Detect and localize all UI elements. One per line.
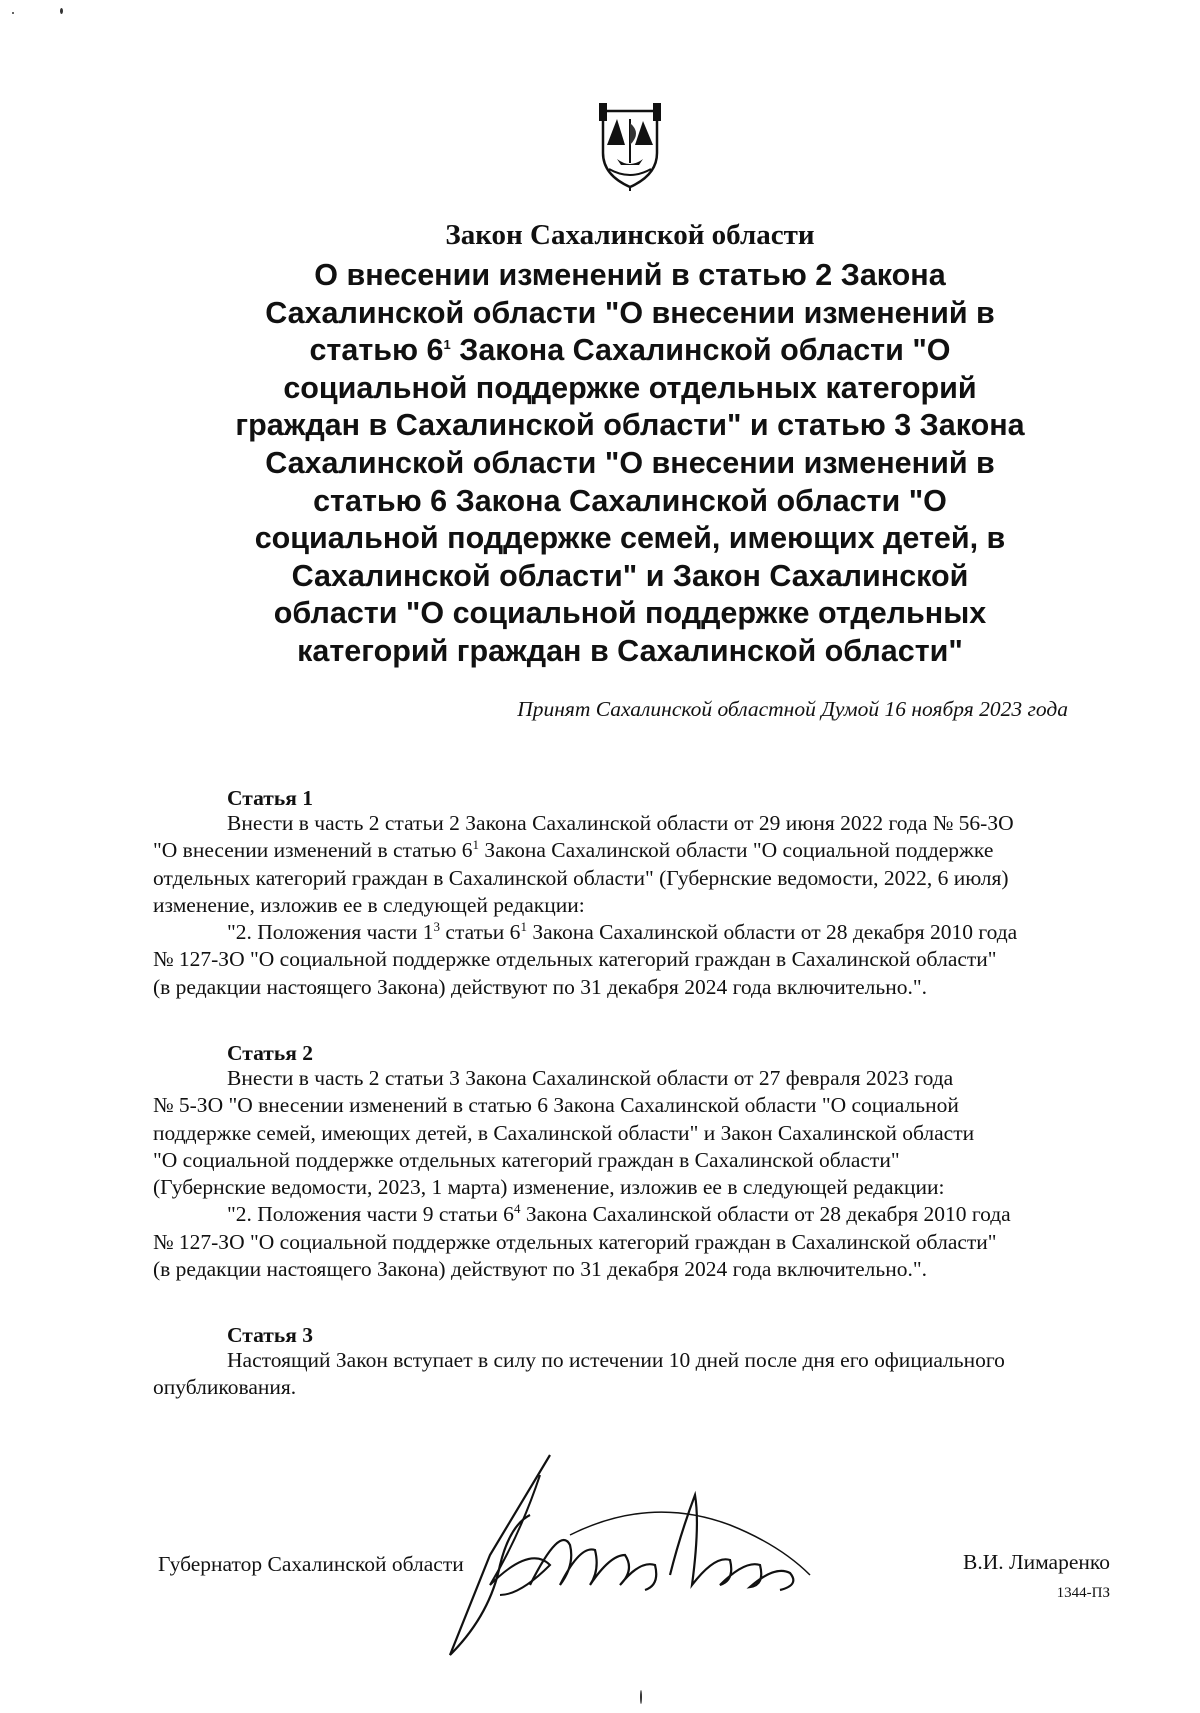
superscript: 3 — [433, 919, 441, 935]
article-1-heading: Статья 1 — [227, 786, 313, 810]
title-line: социальной поддержке отдельных категорий — [283, 370, 977, 405]
text-line: № 127-ЗО "О социальной поддержке отдельных категорий граждан в Сахалинской области" — [153, 1229, 997, 1254]
signer-role: Губернатор Сахалинской области — [158, 1552, 464, 1576]
text-line: Настоящий Закон вступает в силу по истечении 10 дней после дня его официального — [227, 1348, 1005, 1372]
article-2-text — [153, 1065, 1128, 1283]
article-1-text — [153, 810, 1128, 1001]
text-line: опубликования. — [153, 1375, 297, 1400]
superscript: 4 — [513, 1201, 521, 1217]
scan-speck — [12, 12, 14, 14]
title-line: области "О социальной поддержке отдельных — [273, 596, 987, 631]
text-line: поддержке семей, имеющих детей, в Сахалинской области" и Закон Сахалинской области — [153, 1120, 975, 1145]
coat-of-arms-emblem — [597, 101, 663, 191]
title-line: граждан в Сахалинской области" и статью 3 Закона — [235, 408, 1025, 443]
text-line: Внести в часть 2 статьи 2 Закона Сахалинской области от 29 июня 2022 года № 56-ЗО — [227, 811, 1014, 835]
title-line: Сахалинской области "О внесении изменений в — [265, 445, 995, 480]
title-line: социальной поддержке семей, имеющих детей, в — [254, 521, 1006, 556]
scan-speck — [640, 1690, 642, 1704]
title-line: О внесении изменений в статью 2 Закона — [314, 258, 946, 292]
article-2-heading: Статья 2 — [227, 1041, 313, 1065]
document-number: 1344-ПЗ — [1056, 1585, 1110, 1601]
text-line: № 5-ЗО "О внесении изменений в статью 6 Закона Сахалинской области "О социальной — [153, 1093, 959, 1118]
title-line: статью $6^1$ Закона Сахалинской области "О — [309, 333, 951, 368]
superscript: 1 — [443, 337, 451, 353]
text-line: "О внесении изменений в статью $6^1$ Закона Сахалинской области "О социальной поддержке — [153, 837, 994, 863]
title-line: Сахалинской области "О внесении изменений в — [265, 295, 995, 330]
text-line: (в редакции настоящего Закона) действуют по 31 декабря 2024 года включительно.". — [153, 974, 927, 999]
law-title — [200, 257, 1060, 671]
superscript: 1 — [472, 837, 480, 853]
text-line: отдельных категорий граждан в Сахалинской области" (Губернские ведомости, 2022, 6 июля) — [153, 865, 1009, 890]
text-line: № 127-ЗО "О социальной поддержке отдельных категорий граждан в Сахалинской области" — [153, 947, 997, 972]
adoption-note: Принят Сахалинской областной Думой 16 ноября 2023 года — [517, 697, 1068, 721]
scan-speck — [60, 8, 63, 14]
text-line: "2. Положения части $1^3$ статьи $6^1$ Закона Сахалинской области от 28 декабря 2010 года — [227, 919, 1018, 945]
title-line: Сахалинской области" и Закон Сахалинской — [291, 558, 969, 593]
text-line: изменение, изложив ее в следующей редакции: — [153, 892, 585, 917]
title-line: категорий граждан в Сахалинской области" — [297, 633, 963, 668]
handwritten-signature — [430, 1435, 860, 1675]
text-line: Внести в часть 2 статьи 3 Закона Сахалинской области от 27 февраля 2023 года — [227, 1066, 954, 1090]
text-line: "2. Положения части 9 статьи $6^4$ Закона Сахалинской области от 28 декабря 2010 года — [227, 1201, 1011, 1227]
text-line: (в редакции настоящего Закона) действуют по 31 декабря 2024 года включительно.". — [153, 1257, 927, 1282]
text-line: "О социальной поддержке отдельных категорий граждан в Сахалинской области" — [153, 1147, 900, 1172]
law-type-heading: Закон Сахалинской области — [445, 219, 815, 251]
superscript: 1 — [520, 919, 527, 935]
article-3-text — [153, 1347, 1128, 1402]
title-line: статью 6 Закона Сахалинской области "О — [313, 483, 947, 518]
article-3-heading: Статья 3 — [227, 1323, 313, 1347]
text-line: (Губернские ведомости, 2023, 1 марта) изменение, изложив ее в следующей редакции: — [153, 1175, 945, 1200]
signer-name: В.И. Лимаренко — [963, 1550, 1110, 1574]
